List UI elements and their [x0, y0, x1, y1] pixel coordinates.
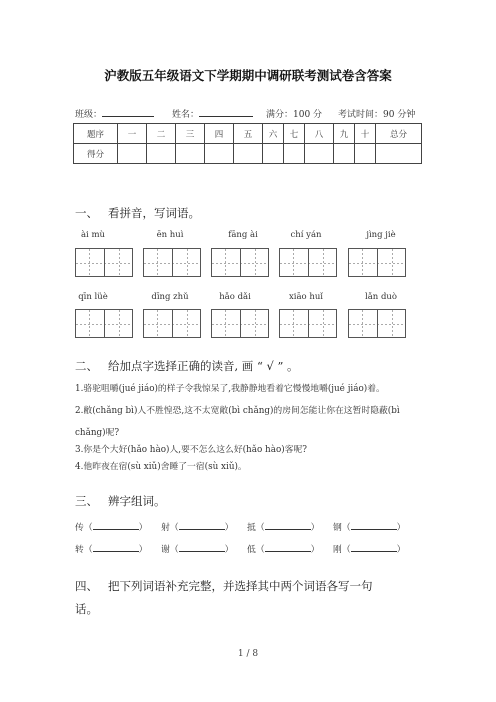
pinyin-label: jìng jiè	[366, 230, 396, 240]
paren-close: ）	[138, 523, 148, 533]
section-number: 二、	[75, 359, 98, 373]
section-text: 给加点字选择正确的读音, 画 “ √ ” 。	[108, 359, 299, 373]
section-number: 四、	[75, 579, 98, 593]
paren-close: ）	[396, 523, 406, 533]
paren-close: ）	[138, 545, 148, 555]
paren-close: ）	[310, 545, 320, 555]
answer-blank[interactable]	[93, 542, 139, 552]
score-header-cell: 七	[284, 124, 305, 144]
pinyin-label: xiāo huǐ	[288, 292, 324, 302]
pinyin-label: ēn huì	[156, 230, 184, 240]
writing-grid[interactable]	[75, 248, 133, 277]
score-table-header-row	[74, 124, 422, 144]
question-line: 1.骆驼咀嚼(jué jiáo)的样子令我惊呆了,我静静地看着它慢慢地嚼(jué jiáo)着。	[75, 384, 385, 394]
pinyin-label: hǎo dǎi	[219, 292, 251, 302]
char-group-item	[333, 542, 419, 555]
pinyin-label: dīng zhǔ	[151, 292, 189, 302]
char-group-item	[161, 520, 247, 533]
char: 抵	[247, 523, 256, 533]
char: 射	[161, 523, 170, 533]
section-4-heading	[75, 578, 373, 594]
score-header-cell: 题序	[74, 124, 118, 144]
section-number: 一、	[75, 206, 98, 220]
score-header-cell: 总分	[376, 124, 422, 144]
char-group-item	[161, 542, 247, 555]
name-blank	[199, 107, 253, 117]
answer-blank[interactable]	[265, 520, 311, 530]
char: 刚	[333, 545, 342, 555]
score-cell[interactable]	[147, 144, 176, 164]
writing-grid[interactable]	[143, 309, 201, 338]
score-cell[interactable]	[118, 144, 147, 164]
answer-blank[interactable]	[265, 542, 311, 552]
writing-grid[interactable]	[143, 248, 201, 277]
score-cell[interactable]	[355, 144, 376, 164]
question-line: 2.敝(chǎng bì)人不胜惶恐,这不太宽敞(bì chǎng)的房间怎能让你在这暂时隐蔽(bì	[75, 406, 400, 416]
score-table	[73, 123, 422, 164]
writing-grid[interactable]	[348, 309, 406, 338]
score-header-cell: 八	[305, 124, 334, 144]
question-line: 3.你是个大好(hǎo hào)人,要不怎么这么好(hǎo hào)客呢?	[75, 445, 308, 455]
char: 低	[247, 545, 256, 555]
page-title: 沪教版五年级语文下学期期中调研联考测试卷含答案	[104, 68, 392, 83]
page-number: 1 / 8	[237, 649, 259, 659]
char-group-row	[75, 542, 419, 555]
paren-close: ）	[224, 545, 234, 555]
class-field	[75, 107, 154, 120]
answer-blank[interactable]	[179, 542, 225, 552]
full-score: 满分：100 分	[266, 110, 323, 120]
score-row-label: 得分	[74, 144, 118, 164]
answer-blank[interactable]	[179, 520, 225, 530]
paren-open: （	[83, 523, 93, 533]
writing-grid[interactable]	[348, 248, 406, 277]
score-cell[interactable]	[234, 144, 263, 164]
char-group-item	[75, 520, 161, 533]
writing-grid[interactable]	[211, 248, 269, 277]
exam-time: 考试时间：90 分钟	[338, 110, 416, 120]
score-header-cell: 一	[118, 124, 147, 144]
pinyin-label: chí yán	[290, 230, 322, 240]
score-table-score-row	[74, 144, 422, 164]
pinyin-label: fāng ài	[228, 230, 258, 240]
section-text: 把下列词语补充完整，并选择其中两个词语各写一句	[108, 579, 373, 593]
paren-open: （	[255, 523, 265, 533]
section-text: 话。	[75, 602, 98, 616]
char-group-row	[75, 520, 419, 533]
score-header-cell: 五	[234, 124, 263, 144]
paren-open: （	[169, 523, 179, 533]
section-1-heading	[75, 205, 200, 221]
char: 钢	[333, 523, 342, 533]
class-label: 班级：	[75, 110, 103, 120]
score-cell[interactable]	[284, 144, 305, 164]
name-field	[172, 107, 253, 120]
answer-blank[interactable]	[93, 520, 139, 530]
score-header-cell: 十	[355, 124, 376, 144]
paren-open: （	[255, 545, 265, 555]
answer-blank[interactable]	[351, 520, 397, 530]
char: 转	[75, 545, 84, 555]
question-line: chǎng)呢?	[75, 428, 120, 438]
writing-grid[interactable]	[211, 309, 269, 338]
score-header-cell: 二	[147, 124, 176, 144]
paren-open: （	[83, 545, 93, 555]
pinyin-label: qīn lüè	[78, 292, 108, 302]
score-header-cell: 三	[176, 124, 205, 144]
score-header-cell: 九	[334, 124, 355, 144]
pinyin-label: lǎn duò	[365, 292, 397, 302]
score-cell[interactable]	[176, 144, 205, 164]
paren-close: ）	[310, 523, 320, 533]
score-cell[interactable]	[205, 144, 234, 164]
section-text: 辨字组词。	[108, 494, 166, 508]
char: 谢	[161, 545, 170, 555]
writing-grid[interactable]	[279, 309, 337, 338]
writing-grid[interactable]	[75, 309, 133, 338]
class-blank	[102, 107, 154, 117]
section-3-heading	[75, 493, 166, 509]
paren-open: （	[169, 545, 179, 555]
score-cell[interactable]	[263, 144, 284, 164]
char-group-item	[247, 542, 333, 555]
score-cell[interactable]	[376, 144, 422, 164]
section-2-heading	[75, 358, 299, 374]
score-cell[interactable]	[305, 144, 334, 164]
answer-blank[interactable]	[351, 542, 397, 552]
score-header-cell: 六	[263, 124, 284, 144]
section-4-heading-continued	[75, 601, 98, 617]
question-line: 4.他昨夜在宿(sù xiǔ)舍睡了一宿(sù xiǔ)。	[75, 462, 247, 472]
paren-open: （	[341, 523, 351, 533]
char-group-item	[333, 520, 419, 533]
name-label: 姓名：	[172, 110, 200, 120]
writing-grid[interactable]	[279, 248, 337, 277]
char-group-item	[75, 542, 161, 555]
paren-open: （	[341, 545, 351, 555]
paren-close: ）	[224, 523, 234, 533]
char-group-item	[247, 520, 333, 533]
score-cell[interactable]	[334, 144, 355, 164]
pinyin-label: ài mù	[80, 230, 106, 240]
section-number: 三、	[75, 494, 98, 508]
char: 传	[75, 523, 84, 533]
score-header-cell: 四	[205, 124, 234, 144]
paren-close: ）	[396, 545, 406, 555]
section-text: 看拼音，写词语。	[108, 206, 200, 220]
